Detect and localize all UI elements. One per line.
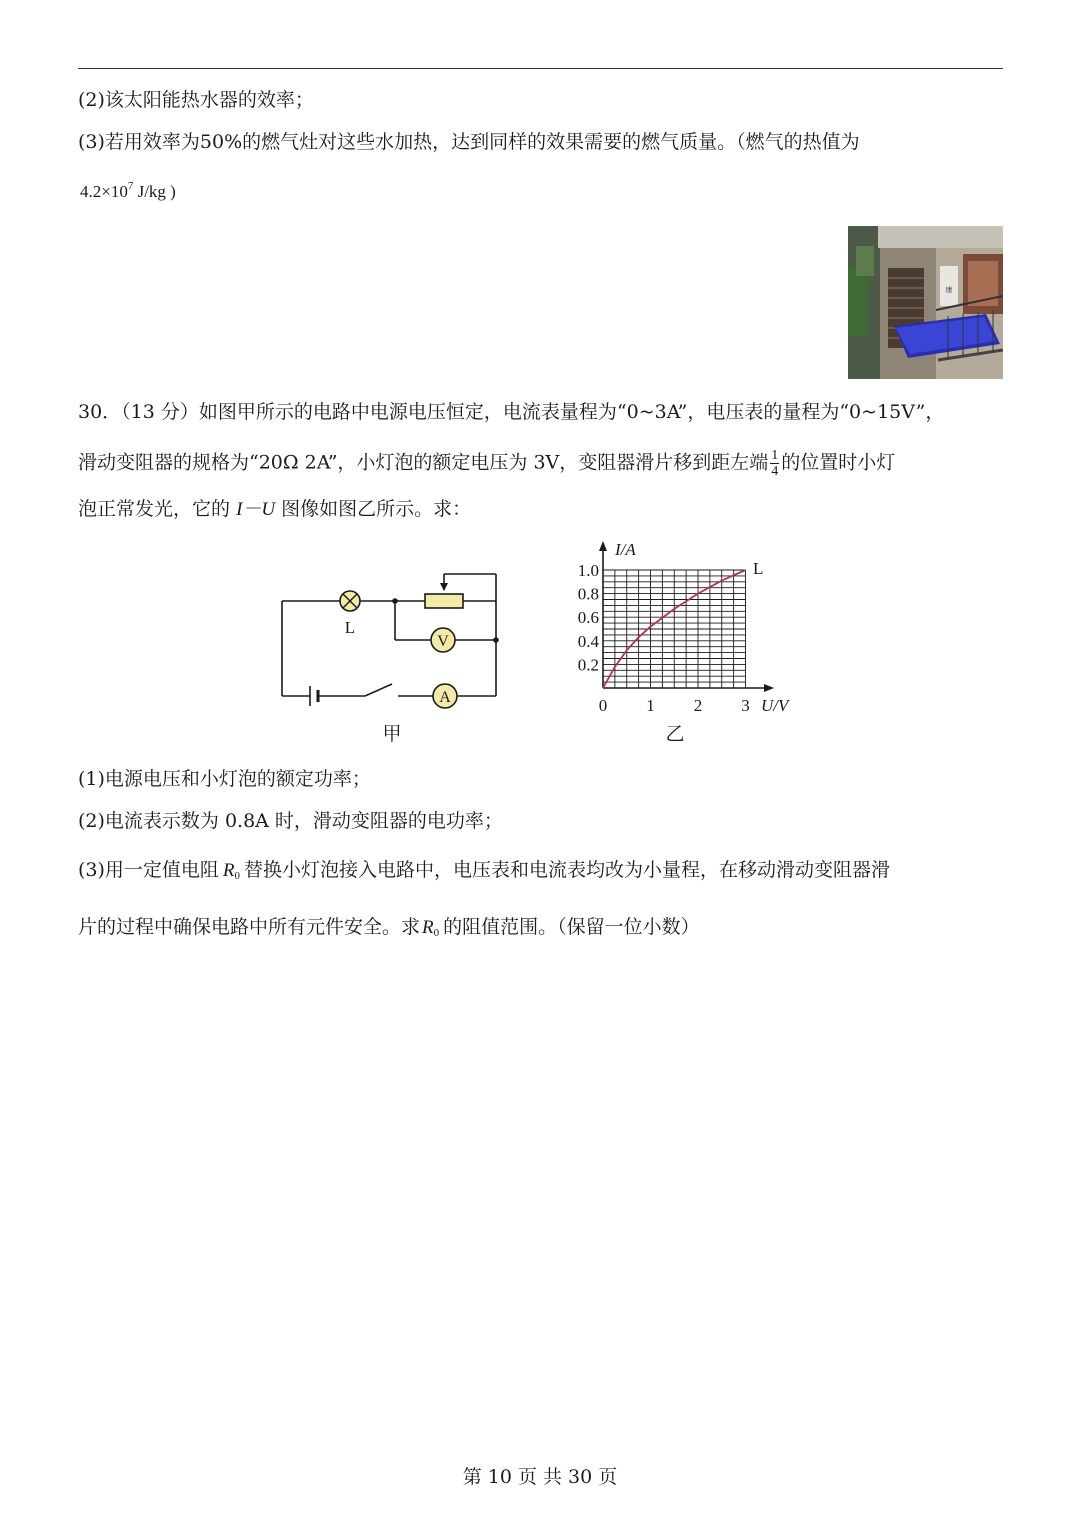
photo-sign-text: 康 xyxy=(945,286,953,294)
y-axis-arrow xyxy=(599,541,607,551)
q30-part2: (2)电流表示数为 0.8A 时，滑动变阻器的电功率； xyxy=(78,810,503,832)
voltmeter-label: V xyxy=(437,633,449,650)
one-quarter-fraction xyxy=(770,448,779,479)
x-tick-label: 2 xyxy=(693,696,703,715)
q30-stem-line2a: 滑动变阻器的规格为“20Ω 2A”，小灯泡的额定电压为 3V，变阻器滑片移到距左端 xyxy=(78,451,769,474)
q30-part3-line2 xyxy=(78,915,700,940)
q29-heat-value xyxy=(80,180,176,204)
voltmeter-symbol xyxy=(431,628,455,652)
y-tick-label: 0.8 xyxy=(577,584,599,604)
page-footer: 第 10 页 共 30 页 xyxy=(462,1466,618,1488)
r0-subscript: 0 xyxy=(234,870,241,882)
q30-part3a: (3)用一定值电阻 xyxy=(78,859,219,881)
lamp-symbol xyxy=(340,591,360,611)
y-tick-label: 1.0 xyxy=(577,561,599,580)
series-label: L xyxy=(753,559,764,578)
r0-variable: R xyxy=(422,917,434,938)
q30-part3b: 替换小灯泡接入电路中，电压表和电流表均改为小量程，在移动滑动变阻器滑 xyxy=(244,859,891,881)
graph-grid xyxy=(603,570,746,688)
graph-caption: 乙 xyxy=(665,723,685,745)
circuit-caption: 甲 xyxy=(382,723,402,745)
junction-dot xyxy=(392,598,398,604)
junction-dot xyxy=(493,637,499,643)
q30-stem-line3 xyxy=(78,497,471,522)
heat-value-mantissa: 4.2×10 xyxy=(80,182,128,201)
q30-stem-line1: 30．（13 分）如图甲所示的电路中电源电压恒定，电流表量程为“0~3A”，电压表的量程为“0~15V”， xyxy=(78,401,945,423)
lamp-label: L xyxy=(344,618,356,637)
r0-subscript: 0 xyxy=(433,927,440,939)
battery-symbol xyxy=(310,686,318,706)
circuit-diagram xyxy=(270,560,510,750)
y-tick-label: 0.4 xyxy=(577,631,599,651)
iu-variable: I－U xyxy=(236,499,276,520)
y-axis-label: I/A xyxy=(615,540,636,559)
q30-stem-line3b: 图像如图乙所示。求： xyxy=(281,498,472,520)
q30-stem-line3a: 泡正常发光，它的 xyxy=(78,498,231,520)
q30-part3d: 的阻值范围。（保留一位小数） xyxy=(443,916,700,938)
q29-part2: (2)该太阳能热水器的效率； xyxy=(78,89,314,111)
q29-part3: (3)若用效率为50%的燃气灶对这些水加热，达到同样的效果需要的燃气质量。（燃气的热值为 xyxy=(78,131,860,153)
y-tick-label: 0.6 xyxy=(577,608,599,628)
heat-value-unit: J/kg ) xyxy=(133,182,176,201)
solar-water-heater-photo xyxy=(848,226,1003,379)
x-tick-label: 0 xyxy=(598,696,608,715)
q30-stem-line2b: 的位置时小灯 xyxy=(781,451,896,474)
x-axis-label: U/V xyxy=(761,696,789,715)
x-tick-label: 3 xyxy=(741,696,750,715)
iu-graph xyxy=(560,535,810,750)
y-tick-label: 0.2 xyxy=(577,655,599,675)
fraction-denominator: 4 xyxy=(771,464,779,479)
fraction-numerator: 1 xyxy=(771,448,779,463)
x-tick-label: 1 xyxy=(646,696,655,715)
ammeter-label: A xyxy=(439,689,451,706)
r0-variable: R xyxy=(222,860,235,881)
heat-value-exponent: 7 xyxy=(127,180,134,192)
rheostat-symbol xyxy=(425,594,463,608)
q30-part1: (1)电源电压和小灯泡的额定功率； xyxy=(78,768,371,790)
x-axis-arrow xyxy=(764,684,774,692)
ammeter-symbol xyxy=(433,684,457,708)
q30-stem-line2 xyxy=(78,448,895,479)
q30-part3c: 片的过程中确保电路中所有元件安全。求 xyxy=(78,916,421,938)
q30-part3-line1 xyxy=(78,858,890,883)
top-rule xyxy=(78,68,1003,69)
